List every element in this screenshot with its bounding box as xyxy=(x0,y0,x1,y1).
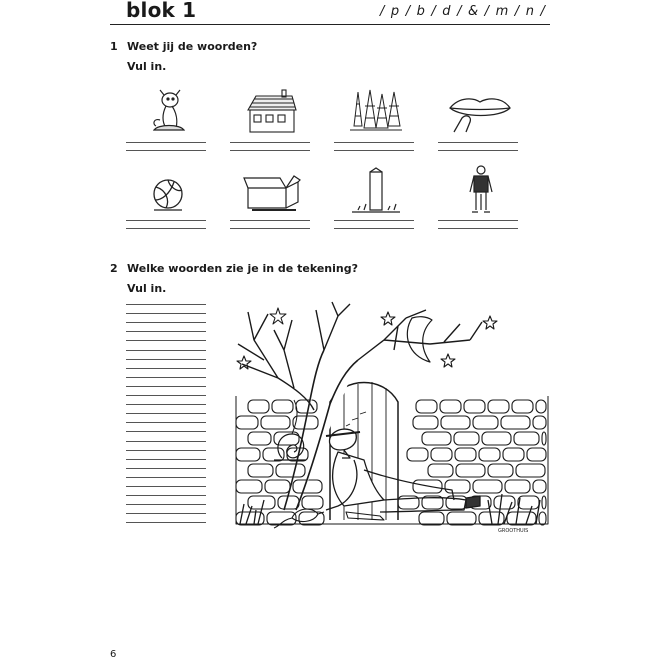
forest-icon xyxy=(346,86,404,136)
answer-line[interactable] xyxy=(126,422,206,423)
exercise-1-instruction: Vul in. xyxy=(127,60,167,73)
header-rule xyxy=(110,24,550,25)
house-icon xyxy=(242,88,300,136)
answer-line[interactable] xyxy=(126,404,206,405)
sleeping-man xyxy=(326,429,480,512)
answer-line[interactable] xyxy=(334,142,414,143)
answer-line[interactable] xyxy=(126,386,206,387)
answer-line[interactable] xyxy=(126,486,206,487)
answer-line[interactable] xyxy=(438,150,518,151)
header-title: blok 1 xyxy=(126,0,197,22)
answer-line[interactable] xyxy=(126,377,206,378)
answer-line[interactable] xyxy=(126,350,206,351)
exercise-1-question: Weet jij de woorden? xyxy=(127,40,258,53)
answer-line[interactable] xyxy=(126,150,206,151)
mouth-icon xyxy=(444,92,514,136)
answer-line[interactable] xyxy=(126,331,206,332)
post-icon xyxy=(348,166,404,216)
answer-line[interactable] xyxy=(126,322,206,323)
answer-line[interactable] xyxy=(126,477,206,478)
stars xyxy=(237,308,497,369)
page-number: 6 xyxy=(110,649,117,660)
answer-line[interactable] xyxy=(438,228,518,229)
answer-line[interactable] xyxy=(126,359,206,360)
moon xyxy=(407,317,432,362)
answer-line[interactable] xyxy=(126,368,206,369)
snail xyxy=(274,434,306,460)
answer-line[interactable] xyxy=(126,304,206,305)
answer-line[interactable] xyxy=(334,228,414,229)
answer-line[interactable] xyxy=(126,522,206,523)
answer-line[interactable] xyxy=(438,142,518,143)
answer-line[interactable] xyxy=(126,395,206,396)
answer-line[interactable] xyxy=(126,504,206,505)
box-icon xyxy=(240,172,304,214)
dog-icon xyxy=(140,86,194,136)
answer-line[interactable] xyxy=(230,142,310,143)
answer-line[interactable] xyxy=(126,142,206,143)
answer-line[interactable] xyxy=(126,431,206,432)
answer-line[interactable] xyxy=(126,495,206,496)
answer-line[interactable] xyxy=(126,468,206,469)
answer-line[interactable] xyxy=(126,220,206,221)
exercise-1-number: 1 xyxy=(110,40,118,53)
answer-line[interactable] xyxy=(126,413,206,414)
answer-line[interactable] xyxy=(334,220,414,221)
answer-line[interactable] xyxy=(126,340,206,341)
answer-line[interactable] xyxy=(230,228,310,229)
answer-line[interactable] xyxy=(126,513,206,514)
header-phonemes: / p / b / d / & / m / n / xyxy=(380,4,547,19)
answer-line[interactable] xyxy=(230,220,310,221)
scene-illustration xyxy=(234,300,550,536)
ball-icon xyxy=(148,176,188,214)
scene-signature: GROOTHUIS xyxy=(498,528,529,534)
man-icon xyxy=(466,164,496,216)
answer-line[interactable] xyxy=(334,150,414,151)
answer-line[interactable] xyxy=(230,150,310,151)
exercise-2-question: Welke woorden zie je in de tekening? xyxy=(127,262,358,275)
exercise-2-number: 2 xyxy=(110,262,118,275)
exercise-2-instruction: Vul in. xyxy=(127,282,167,295)
answer-line[interactable] xyxy=(126,441,206,442)
answer-line[interactable] xyxy=(126,313,206,314)
answer-line[interactable] xyxy=(438,220,518,221)
answer-line[interactable] xyxy=(126,459,206,460)
answer-line[interactable] xyxy=(126,450,206,451)
answer-line[interactable] xyxy=(126,228,206,229)
